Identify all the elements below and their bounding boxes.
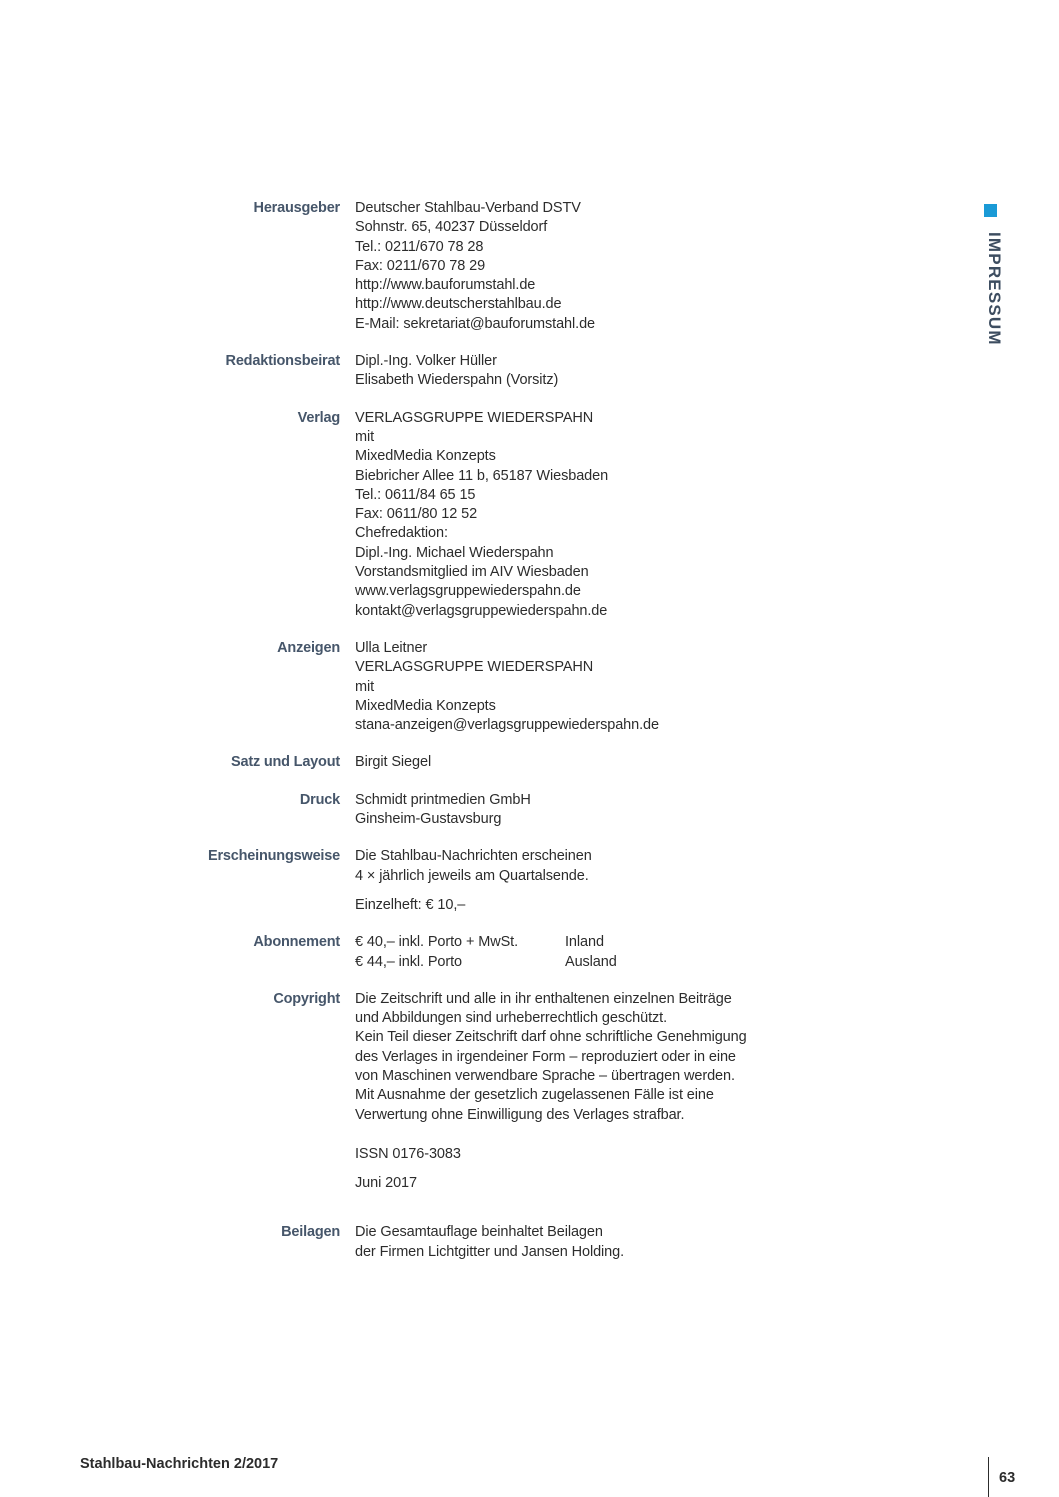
text-line: und Abbildungen sind urheberrechtlich geschützt. — [355, 1010, 667, 1027]
label-beilagen: Beilagen — [281, 1224, 340, 1241]
text-line: Ulla Leitner — [355, 639, 428, 656]
body-beilagen — [355, 1223, 624, 1262]
text-line: von Maschinen verwendbare Sprache – übertragen werden. — [355, 1067, 735, 1084]
label-erscheinungsweise: Erscheinungsweise — [208, 848, 340, 865]
label-anzeigen: Anzeigen — [277, 639, 340, 656]
email-link[interactable]: stana-anzeigen@verlagsgruppewiederspahn.de — [355, 717, 659, 734]
body-herausgeber — [355, 199, 595, 334]
label-verlag: Verlag — [297, 409, 340, 426]
section-anzeigen — [0, 639, 900, 735]
label-herausgeber: Herausgeber — [253, 200, 340, 216]
section-druck — [0, 791, 900, 830]
abo-region: Ausland — [565, 953, 617, 970]
spacer — [355, 1125, 747, 1145]
text-line: Sohnstr. 65, 40237 Düsseldorf — [355, 219, 548, 236]
abo-price: € 44,– inkl. Porto — [355, 953, 463, 970]
text-line: des Verlages in irgendeiner Form – reproduziert oder in eine — [355, 1048, 736, 1065]
website-link[interactable]: http://www.deutscherstahlbau.de — [355, 296, 562, 313]
text-line: Tel.: 0611/84 65 15 — [355, 486, 476, 503]
footer-publication: Stahlbau-Nachrichten 2/2017 — [80, 1456, 279, 1472]
einzelheft-price: Einzelheft: € 10,– — [355, 896, 466, 913]
text-line: VERLAGSGRUPPE WIEDERSPAHN — [355, 409, 594, 426]
section-beilagen — [0, 1223, 900, 1262]
text-line: der Firmen Lichtgitter und Jansen Holding. — [355, 1243, 625, 1260]
website-link[interactable]: www.verlagsgruppewiederspahn.de — [355, 583, 581, 600]
body-erscheinungsweise — [355, 847, 592, 915]
body-redaktionsbeirat — [355, 352, 558, 391]
abo-region: Inland — [565, 934, 604, 951]
accent-square — [984, 204, 997, 217]
text-line: Verwertung ohne Einwilligung des Verlages strafbar. — [355, 1106, 685, 1123]
label-redaktionsbeirat: Redaktionsbeirat — [225, 353, 340, 370]
section-redaktionsbeirat — [0, 352, 900, 391]
body-copyright — [355, 990, 747, 1194]
issue-date: Juni 2017 — [355, 1175, 417, 1192]
text-line: Kein Teil dieser Zeitschrift darf ohne schriftliche Genehmigung — [355, 1029, 747, 1046]
text-line: Deutscher Stahlbau-Verband DSTV — [355, 200, 581, 216]
text-line: MixedMedia Konzepts — [355, 697, 496, 714]
text-line: Ginsheim-Gustavsburg — [355, 811, 502, 828]
text-line: mit — [355, 678, 375, 695]
email-link[interactable]: kontakt@verlagsgruppewiederspahn.de — [355, 602, 608, 619]
abo-row — [355, 933, 617, 952]
email-link[interactable]: E-Mail: sekretariat@bauforumstahl.de — [355, 315, 595, 332]
text-line: Fax: 0611/80 12 52 — [355, 506, 478, 523]
body-satz — [355, 753, 431, 772]
text-line: Fax: 0211/670 78 29 — [355, 257, 486, 274]
body-verlag — [355, 409, 608, 621]
abo-row — [355, 953, 617, 972]
text-line: VERLAGSGRUPPE WIEDERSPAHN — [355, 659, 594, 676]
text-line: Mit Ausnahme der gesetzlich zugelassenen Fälle ist eine — [355, 1087, 714, 1104]
section-erscheinungsweise — [0, 847, 900, 915]
section-copyright — [0, 990, 900, 1194]
text-line: Dipl.-Ing. Volker Hüller — [355, 353, 497, 370]
text-line: MixedMedia Konzepts — [355, 448, 496, 465]
page-number: 63 — [999, 1470, 1016, 1486]
section-herausgeber — [0, 199, 900, 334]
issn: ISSN 0176-3083 — [355, 1145, 461, 1162]
side-marker — [984, 204, 1004, 346]
text-line: 4 × jährlich jeweils am Quartalsende. — [355, 867, 589, 884]
label-satz: Satz und Layout — [231, 754, 340, 771]
text-line: Tel.: 0211/670 78 28 — [355, 238, 484, 255]
text-line: Chefredaktion: — [355, 525, 448, 542]
body-anzeigen — [355, 639, 659, 735]
website-link[interactable]: http://www.bauforumstahl.de — [355, 277, 536, 294]
body-abonnement — [355, 933, 617, 972]
text-line: Die Stahlbau-Nachrichten erscheinen — [355, 848, 592, 865]
body-druck — [355, 791, 531, 830]
text-line: Vorstandsmitglied im AIV Wiesbaden — [355, 564, 589, 581]
section-abonnement — [0, 933, 900, 972]
label-copyright: Copyright — [273, 990, 340, 1007]
impressum-content — [0, 199, 900, 1280]
section-title: IMPRESSUM — [985, 232, 1004, 346]
text-line: Birgit Siegel — [355, 754, 432, 771]
section-verlag — [0, 409, 900, 621]
label-druck: Druck — [299, 791, 340, 808]
text-line: Elisabeth Wiederspahn (Vorsitz) — [355, 372, 559, 389]
text-line: Die Zeitschrift und alle in ihr enthaltenen einzelnen Beiträge — [355, 990, 732, 1007]
footer-divider — [988, 1457, 989, 1497]
text-line: Biebricher Allee 11 b, 65187 Wiesbaden — [355, 467, 609, 484]
spacer — [355, 886, 592, 896]
spacer — [355, 1164, 747, 1174]
label-abonnement: Abonnement — [253, 934, 340, 951]
section-satz — [0, 753, 900, 772]
text-line: Die Gesamtauflage beinhaltet Beilagen — [355, 1224, 603, 1241]
text-line: Schmidt printmedien GmbH — [355, 791, 531, 808]
text-line: Dipl.-Ing. Michael Wiederspahn — [355, 544, 554, 561]
abo-price: € 40,– inkl. Porto + MwSt. — [355, 934, 519, 951]
text-line: mit — [355, 428, 375, 445]
